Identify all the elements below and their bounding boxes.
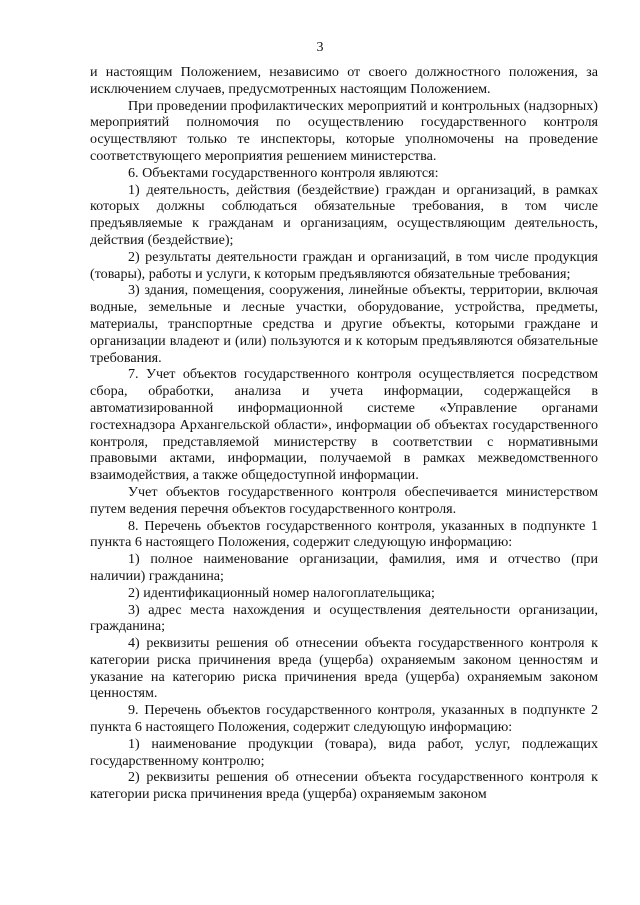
paragraph-item-8-3: 3) адрес места нахождения и осуществления деятельности организации, гражданина; (90, 601, 598, 635)
paragraph-item-9: 9. Перечень объектов государственного контроля, указанных в подпункте 2 пункта 6 настоящего Положения, содержит следующую информацию: (90, 702, 598, 736)
paragraph-continuation: и настоящим Положением, независимо от своего должностного положения, за исключением случаев, предусмотренных настоящим Положением. (90, 64, 598, 97)
paragraph-item-8-1: 1) полное наименование организации, фамилия, имя и отчество (при наличии) гражданина; (90, 551, 598, 584)
page-number: 3 (316, 40, 324, 55)
paragraph-item-8-4: 4) реквизиты решения об отнесении объекта государственного контроля к категории риска причинения вреда (ущерба) охраняемым законом ценностям и указание на категорию риска причинения вреда (ущерба) охраняемым законом ценностям. (90, 635, 598, 702)
paragraph-item-8-2: 2) идентификационный номер налогоплательщика; (128, 584, 435, 601)
paragraph-item-6-1: 1) деятельность, действия (бездействие) граждан и организаций, в рамках которых должны соблюдаться обязательные требования, в том числе предъявляемые к гражданам и организациям, осуществляющим деятельность, действия (бездействие); (90, 181, 598, 248)
paragraph-item-6-3: 3) здания, помещения, сооружения, линейные объекты, территории, включая водные, земельные и лесные участки, оборудование, устройства, предметы, материалы, транспортные средства и другие объекты, которыми граждане и организации владеют и (или) пользуются и к которым предъявляются обязательные требования. (90, 282, 598, 366)
paragraph-accounting: Учет объектов государственного контроля обеспечивается министерством путем ведения перечня объектов государственного контроля. (90, 483, 598, 517)
paragraph-item-9-1: 1) наименование продукции (товара), вида работ, услуг, подлежащих государственному контролю; (90, 735, 598, 769)
paragraph-item-7: 7. Учет объектов государственного контроля осуществляется посредством сбора, обработки, анализа и учета информации, содержащейся в автоматизированной информационной системе «Управление органами гостехнадзора Архангельской области», информации об объектах государственного контроля, представляемой министерству в соответствии с нормативными правовыми актами, информации, получаемой в рамках межведомственного взаимодействия, а также общедоступной информации. (90, 366, 598, 484)
paragraph-inspectors: При проведении профилактических мероприятий и контрольных (надзорных) мероприятий полномочия по осуществлению государственного контроля осуществляют только те инспекторы, которые уполномочены на проведение соответствующего мероприятия решением министерства. (90, 97, 598, 164)
paragraph-item-6-2: 2) результаты деятельности граждан и организаций, в том числе продукция (товары), работы и услуги, к которым предъявляются обязательные требования; (90, 248, 598, 282)
paragraph-item-9-2: 2) реквизиты решения об отнесении объекта государственного контроля к категории риска причинения вреда (ущерба) охраняемым законом (90, 769, 598, 803)
paragraph-item-8: 8. Перечень объектов государственного контроля, указанных в подпункте 1 пункта 6 настоящего Положения, содержит следующую информацию: (90, 517, 598, 551)
document-body (90, 64, 598, 803)
paragraph-item-6: 6. Объектами государственного контроля являются: (128, 164, 439, 181)
